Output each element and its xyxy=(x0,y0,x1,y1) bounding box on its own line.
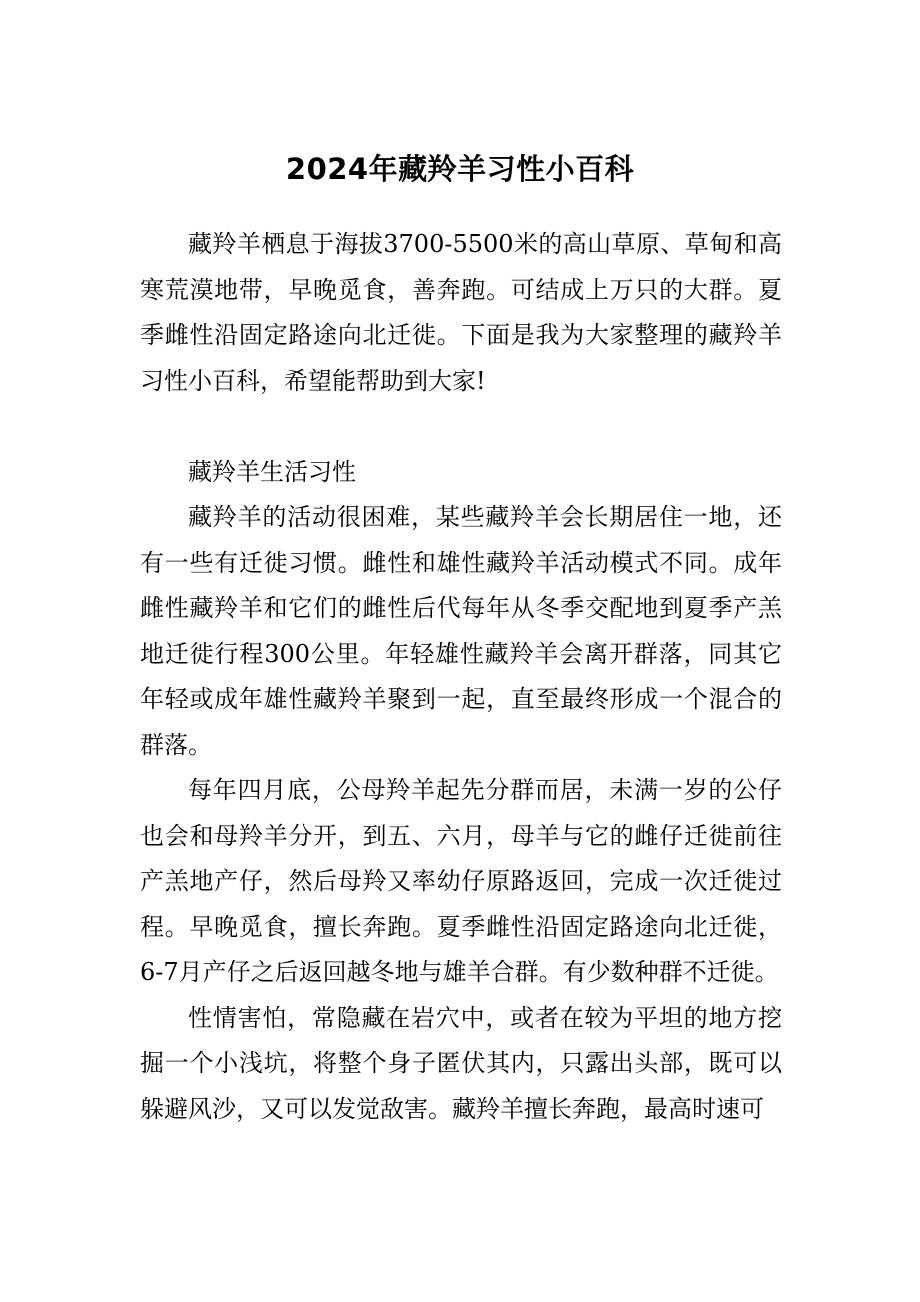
body-paragraph: 藏羚羊的活动很困难，某些藏羚羊会长期居住一地，还有一些有迁徙习惯。雌性和雄性藏羚羊活动模式不同。成年雌性藏羚羊和它们的雌性后代每年从冬季交配地到夏季产羔地迁徙行程300公里。年轻雄性藏羚羊会离开群落，同其它年轻或成年雄性藏羚羊聚到一起，直至最终形成一个混合的群落。 xyxy=(140,503,782,759)
body-paragraph: 性情害怕，常隐藏在岩穴中，或者在较为平坦的地方挖掘一个小浅坑，将整个身子匿伏其内，只露出头部，既可以躲避风沙，又可以发觉敌害。藏羚羊擅长奔跑，最高时速可 xyxy=(140,1003,782,1123)
intro-paragraph: 藏羚羊栖息于海拔3700-5500米的高山草原、草甸和高寒荒漠地带，早晚觅食，善奔跑。可结成上万只的大群。夏季雌性沿固定路途向北迁徙。下面是我为大家整理的藏羚羊习性小百科，希望能帮助到大家! xyxy=(140,230,782,395)
body-paragraph: 每年四月底，公母羚羊起先分群而居，未满一岁的公仔也会和母羚羊分开，到五、六月，母羊与它的雌仔迁徙前往产羔地产仔，然后母羚又率幼仔原路返回，完成一次迁徙过程。早晚觅食，擅长奔跑。夏季雌性沿固定路途向北迁徙，6-7月产仔之后返回越冬地与雄羊合群。有少数种群不迁徙。 xyxy=(140,776,782,986)
section-heading: 藏羚羊生活习性 xyxy=(188,457,356,486)
document-body xyxy=(140,222,782,1132)
document-title: 2024年藏羚羊习性小百科 xyxy=(285,152,635,186)
